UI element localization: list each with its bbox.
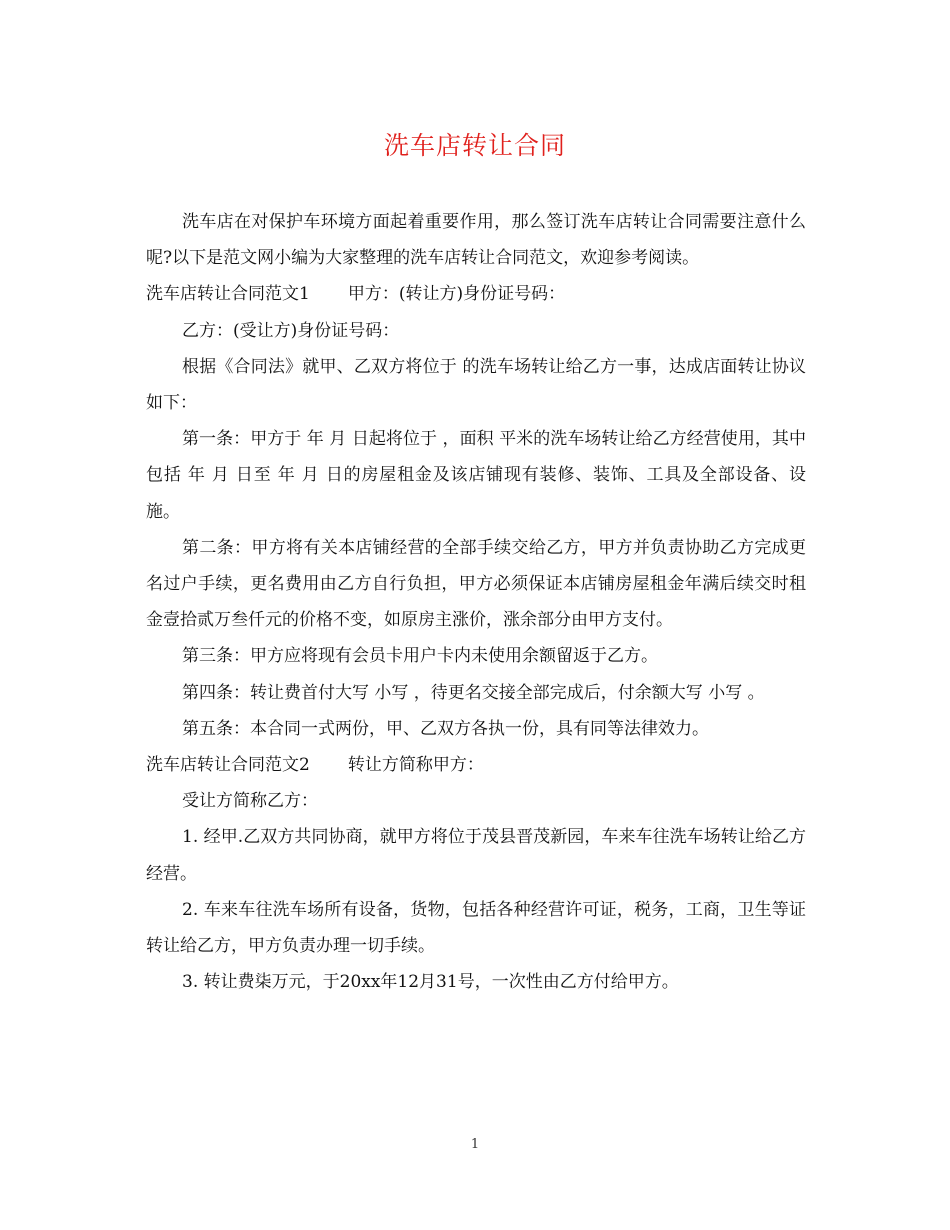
- sample2-item-1: 1. 经甲.乙双方共同协商，就甲方将位于茂县晋茂新园，车来车往洗车场转让给乙方经营。: [146, 827, 806, 884]
- sample2-heading-line: [146, 747, 806, 783]
- document-title: 洗车店转让合同: [383, 131, 566, 160]
- sample1-article-5: 第五条：本合同一式两份，甲、乙双方各执一份，具有同等法律效力。: [182, 718, 709, 739]
- sample2-party-a: 转让方简称甲方：: [347, 755, 484, 776]
- sample1-preamble: 根据《合同法》就甲、乙双方将位于 的洗车场转让给乙方一事，达成店面转让协议如下：: [146, 356, 806, 414]
- page-number: 1: [470, 1137, 480, 1152]
- sample2-item-3: 3. 转让费柒万元，于20xx年12月31号，一次性由乙方付给甲方。: [182, 972, 679, 993]
- sample1-heading: 洗车店转让合同范文1: [146, 284, 310, 305]
- document-body: [146, 204, 806, 1000]
- sample1-article-2: 第二条：甲方将有关本店铺经营的全部手续交给乙方，甲方并负责协助乙方完成更名过户手续，更名费用由乙方自行负担，甲方必须保证本店铺房屋租金年满后续交时租金壹拾贰万叁仟元的价格不变，如原房主涨价，涨余部分由甲方支付。: [146, 537, 806, 631]
- sample1-article-4: 第四条：转让费首付大写 小写 ，待更名交接全部完成后，付余额大写 小写 。: [182, 682, 765, 703]
- sample1-article-3: 第三条：甲方应将现有会员卡用户卡内未使用余额留返于乙方。: [182, 646, 658, 667]
- sample2-heading: 洗车店转让合同范文2: [146, 755, 310, 776]
- intro-paragraph: 洗车店在对保护车环境方面起着重要作用，那么签订洗车店转让合同需要注意什么呢?以下是范文网小编为大家整理的洗车店转让合同范文，欢迎参考阅读。: [146, 212, 806, 269]
- sample1-article-1: 第一条：甲方于 年 月 日起将位于 ，面积 平米的洗车场转让给乙方经营使用，其中包括 年 月 日至 年 月 日的房屋租金及该店铺现有装修、装饰、工具及全部设备、设施。: [146, 429, 806, 522]
- sample1-party-a: 甲方：(转让方)身份证号码：: [347, 284, 566, 305]
- sample1-heading-line: [146, 276, 806, 312]
- sample1-party-b: 乙方：(受让方)身份证号码：: [182, 320, 400, 341]
- sample2-item-2: 2. 车来车往洗车场所有设备，货物，包括各种经营许可证，税务，工商，卫生等证转让给乙方，甲方负责办理一切手续。: [146, 899, 806, 957]
- sample2-party-b: 受让方简称乙方：: [182, 791, 318, 812]
